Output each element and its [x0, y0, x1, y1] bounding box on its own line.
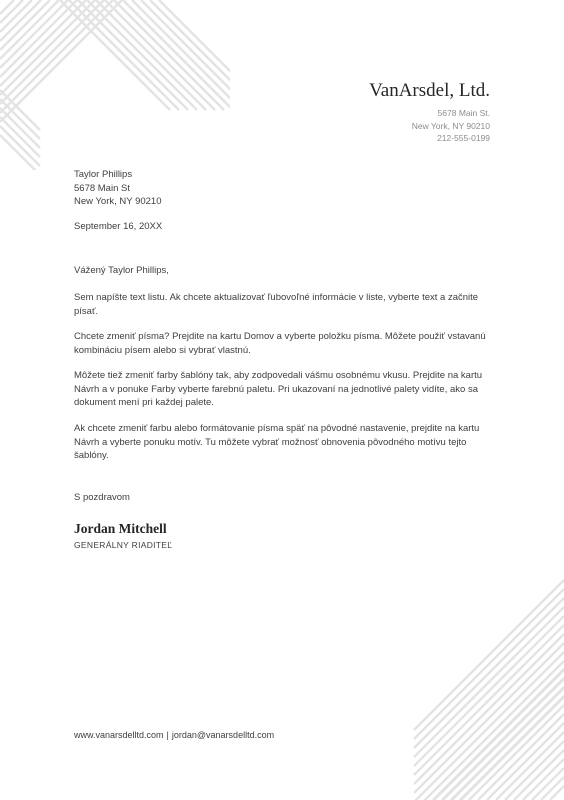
- decorative-stripe: [0, 126, 40, 166]
- decorative-stripe: [550, 786, 564, 800]
- decorative-stripe: [505, 741, 564, 800]
- decorative-stripe: [0, 0, 41, 41]
- decorative-stripe: [0, 117, 40, 157]
- decorative-stripe: [414, 616, 564, 766]
- decorative-stripe: [414, 670, 564, 800]
- footer-separator: |: [166, 730, 169, 740]
- sender-street: 5678 Main St.: [437, 108, 490, 118]
- decorative-stripe: [478, 714, 564, 800]
- decorative-stripe: [414, 679, 564, 800]
- decorative-stripe: [105, 0, 215, 110]
- decorative-stripe: [523, 759, 564, 800]
- decorative-stripe: [414, 688, 564, 800]
- decorative-stripe: [150, 0, 230, 110]
- decorative-stripe: [78, 0, 188, 110]
- decorative-stripe: [487, 723, 564, 800]
- company-name: VanArsdel, Ltd.: [369, 80, 490, 101]
- decorative-stripe: [87, 0, 197, 110]
- decorative-stripe: [460, 696, 564, 800]
- decorative-stripe: [0, 0, 86, 86]
- decorative-stripe: [0, 99, 40, 139]
- recipient-block: [74, 168, 162, 209]
- decorative-stripe: [414, 589, 564, 739]
- decorative-stripe: [141, 0, 230, 110]
- decorative-stripe: [414, 643, 564, 793]
- decorative-stripe: [0, 0, 104, 104]
- footer-contact: [74, 730, 274, 740]
- decorative-stripe: [0, 0, 23, 23]
- decorative-stripe: [451, 687, 564, 800]
- decorative-stripe: [123, 0, 230, 110]
- decorative-stripe: [0, 0, 32, 32]
- decorative-stripe: [0, 0, 113, 113]
- letter-date: September 16, 20XX: [74, 221, 163, 232]
- sender-city: New York, NY 90210: [411, 120, 490, 131]
- decorative-stripe: [96, 0, 206, 110]
- decorative-stripe: [114, 0, 224, 110]
- decorative-stripe: [414, 625, 564, 775]
- decorative-stripe: [0, 0, 50, 50]
- salutation: Vážený Taylor Phillips,: [74, 265, 169, 276]
- decorative-stripe: [159, 0, 230, 110]
- decorative-stripe: [414, 634, 564, 784]
- sender-address: [412, 107, 490, 145]
- decorative-stripe: [0, 0, 77, 77]
- decorative-stripe: [0, 90, 40, 130]
- decorative-stripe: [0, 0, 14, 14]
- decorative-stripe: [60, 0, 170, 110]
- decorative-stripe: [0, 0, 59, 59]
- signer-name: Jordan Mitchell: [74, 521, 167, 536]
- recipient-name: Taylor Phillips: [74, 169, 133, 180]
- decorative-stripe: [442, 678, 564, 800]
- decorative-stripe: [496, 732, 564, 800]
- body-paragraph-2: Chcete zmeniť písma? Prejdite na kartu Domov a vyberte položku písma. Môžete použiť vstavanú kombináciu písem alebo si vybrať vlastnú.: [74, 331, 486, 356]
- closing: S pozdravom: [74, 492, 130, 503]
- decorative-stripe: [0, 135, 40, 170]
- decorative-stripe: [414, 697, 564, 800]
- decorative-stripe: [0, 0, 95, 95]
- recipient-street: 5678 Main St: [74, 182, 130, 194]
- decorative-stripes-bottom-right: [384, 560, 564, 800]
- decorative-stripe: [414, 598, 564, 748]
- decorative-stripe: [0, 0, 122, 122]
- signer-title: GENERÁLNY RIADITEĽ: [74, 540, 173, 550]
- recipient-city: New York, NY 90210: [74, 196, 162, 207]
- decorative-stripe: [0, 108, 40, 148]
- footer-email-link[interactable]: jordan@vanarsdelltd.com: [171, 730, 275, 740]
- decorative-stripe: [433, 669, 564, 800]
- decorative-stripe: [469, 705, 564, 800]
- decorative-stripe: [132, 0, 230, 110]
- decorative-stripe: [0, 0, 68, 68]
- decorative-stripe: [532, 768, 564, 800]
- decorative-stripe: [414, 661, 564, 800]
- decorative-stripe: [414, 580, 564, 730]
- body-paragraph-4: Ak chcete zmeniť farbu alebo formátovanie písma späť na pôvodné nastavenie, prejdite na kartu Návrh a vyberte ponuku motív. Tu môžete vybrať možnosť obnovenia pôvodného motívu tejto šablóny.: [74, 423, 480, 461]
- sender-phone: 212-555-0199: [437, 133, 490, 143]
- decorative-stripe: [414, 607, 564, 757]
- decorative-stripe: [541, 777, 564, 800]
- body-paragraph-3: Môžete tiež zmeniť farby šablóny tak, aby zodpovedali vášmu osobnému vkusu. Prejdite na kartu Návrh a v ponuke Farby vyberte farebnú paletu. Pri ukazovaní na jednotlivé palety vidíte, ako sa dokument mení pri každej palete.: [74, 370, 483, 408]
- body-paragraph-1: Sem napíšte text listu. Ak chcete aktualizovať ľubovoľné informácie v liste, vyberte text a začnite písať.: [74, 292, 479, 317]
- decorative-stripe: [514, 750, 564, 800]
- footer-website-link[interactable]: www.vanarsdelltd.com: [74, 730, 164, 740]
- decorative-stripe: [69, 0, 179, 110]
- decorative-stripe: [414, 652, 564, 800]
- decorative-stripes-top-left: [0, 0, 230, 170]
